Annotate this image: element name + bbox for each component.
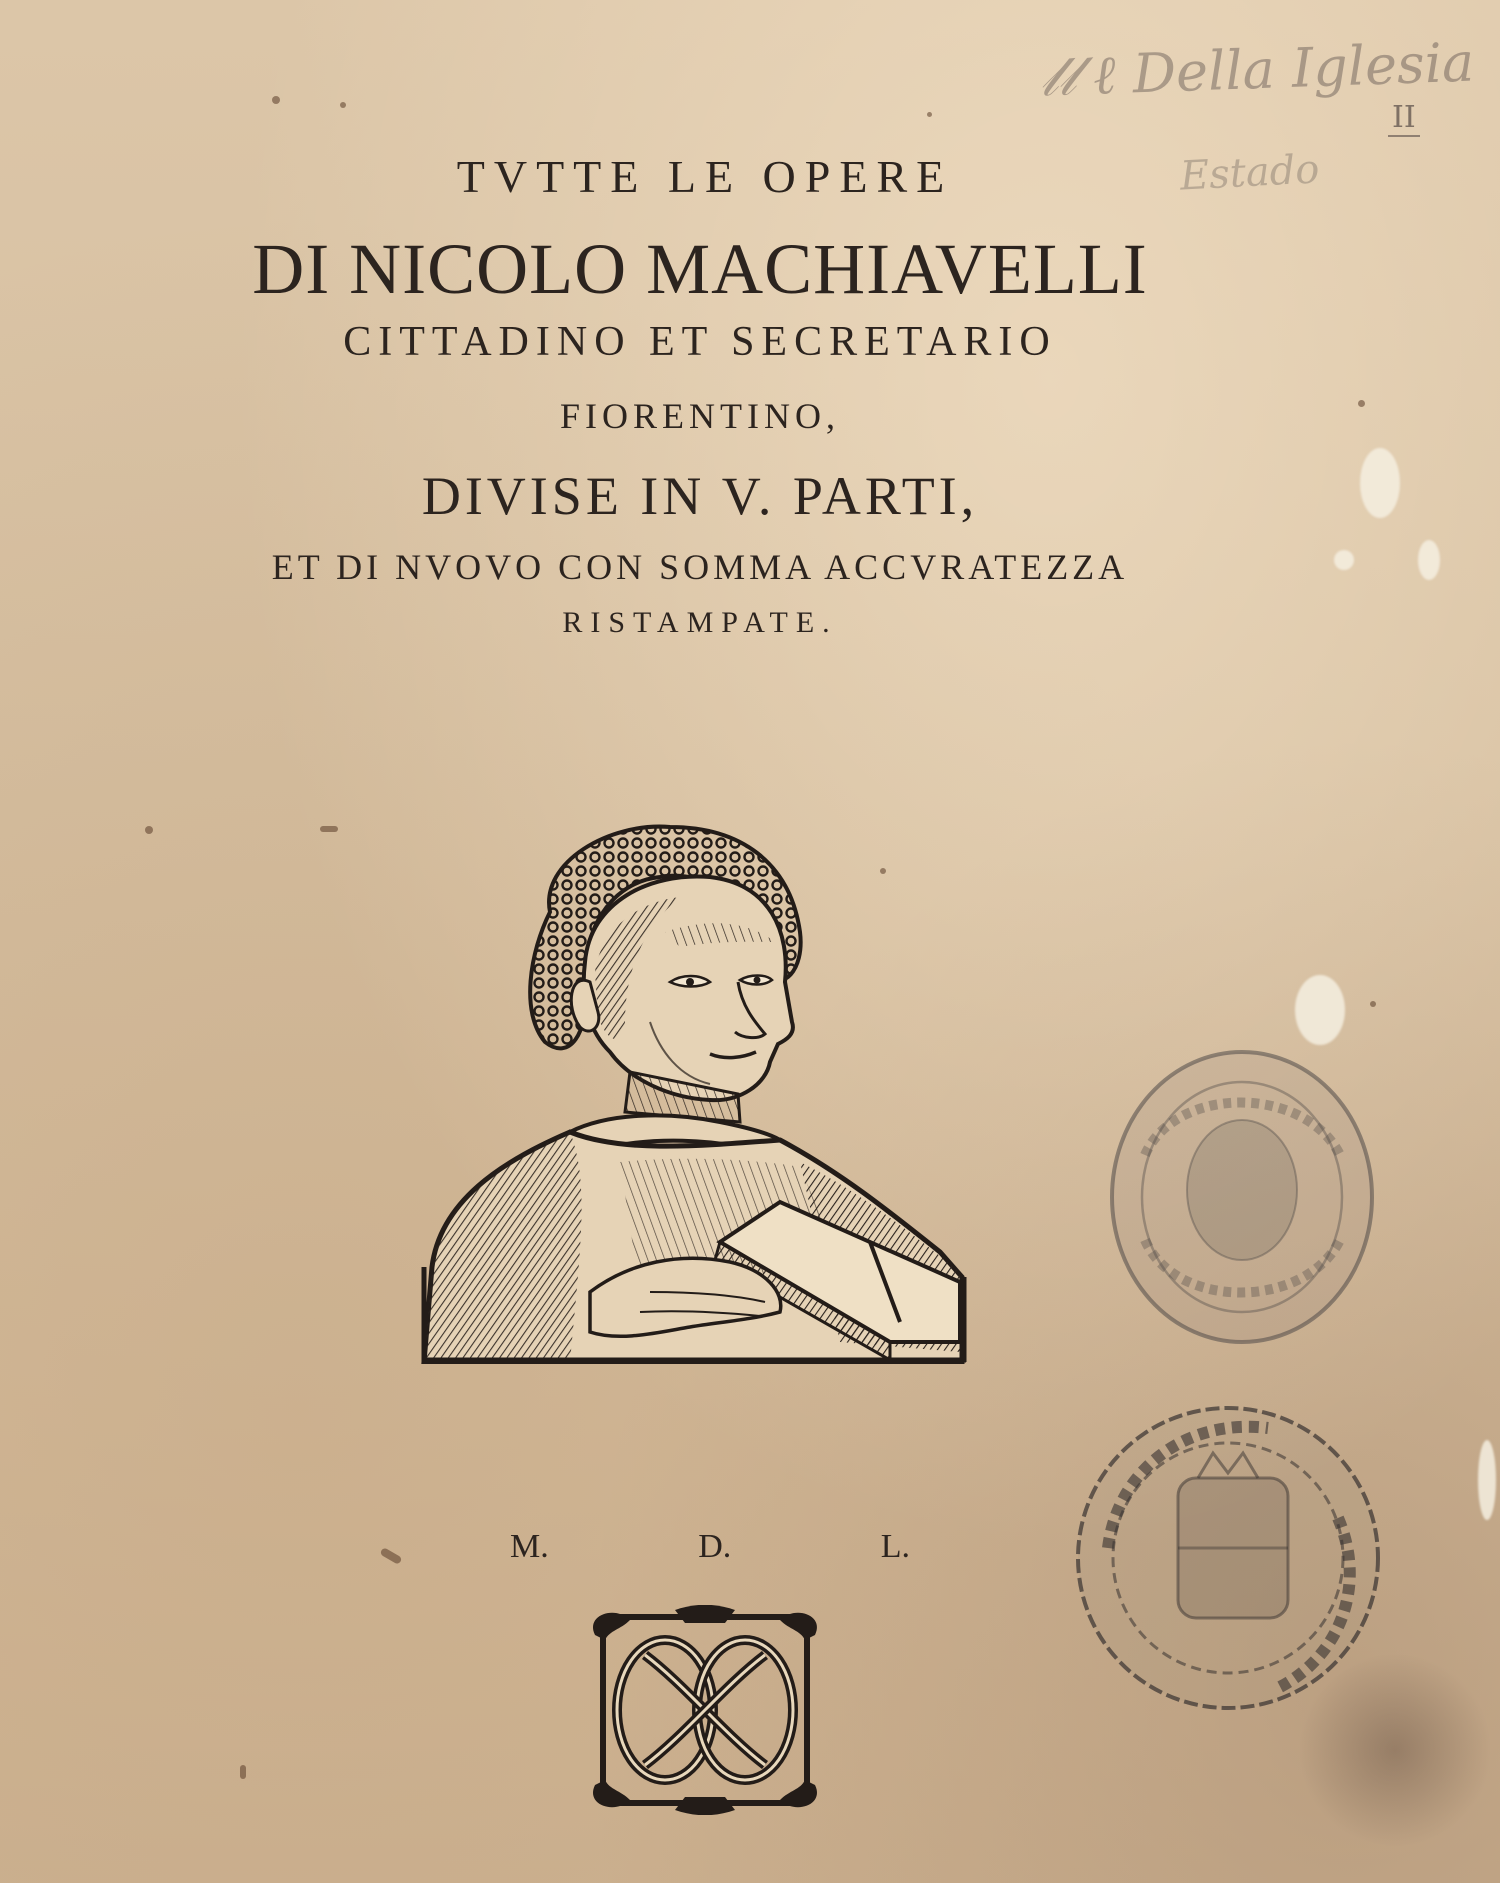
volume-mark: II (1388, 100, 1420, 137)
paper-speck (1370, 1001, 1376, 1007)
library-stamp-round-image (1068, 1398, 1388, 1718)
paper-speck (145, 826, 153, 834)
paper-speck (340, 102, 346, 108)
foxing-spot (1360, 448, 1400, 518)
publication-date (510, 1528, 910, 1566)
title-line-4: FIORENTINO, (560, 396, 840, 436)
paper-speck (320, 826, 338, 832)
date-part-l: L. (880, 1528, 910, 1565)
library-stamp-oval-image (1105, 1045, 1380, 1350)
title-line-3: CITTADINO ET SECRETARIO (343, 319, 1057, 365)
handwritten-annotation-faint: Estado (1178, 146, 1321, 200)
title-author: DI NICOLO MACHIAVELLI (252, 229, 1148, 309)
foxing-spot (1334, 550, 1354, 570)
handwritten-annotation: 𝓁𝓁 ℓ Della Iglesia (1039, 30, 1476, 109)
portrait-woodcut-image (420, 822, 968, 1364)
foxing-spot (1418, 540, 1440, 580)
title-line-1: TVTTE LE OPERE (456, 151, 954, 202)
foxing-spot (1478, 1440, 1496, 1520)
paper-speck (272, 96, 280, 104)
title-line-6: ET DI NVOVO CON SOMMA ACCVRATEZZA (271, 547, 1129, 587)
paper-speck (927, 112, 932, 117)
title-line-7: RISTAMPATE. (562, 606, 838, 639)
paper-speck (240, 1765, 246, 1779)
date-part-d: D. (698, 1528, 732, 1565)
paper-speck (1358, 400, 1365, 407)
title-line-5: DIVISE IN V. PARTI, (421, 466, 979, 526)
paper-speck (379, 1547, 402, 1565)
foxing-spot (1295, 975, 1345, 1045)
printer-mark-image (585, 1605, 825, 1815)
date-part-m: M. (510, 1528, 549, 1565)
